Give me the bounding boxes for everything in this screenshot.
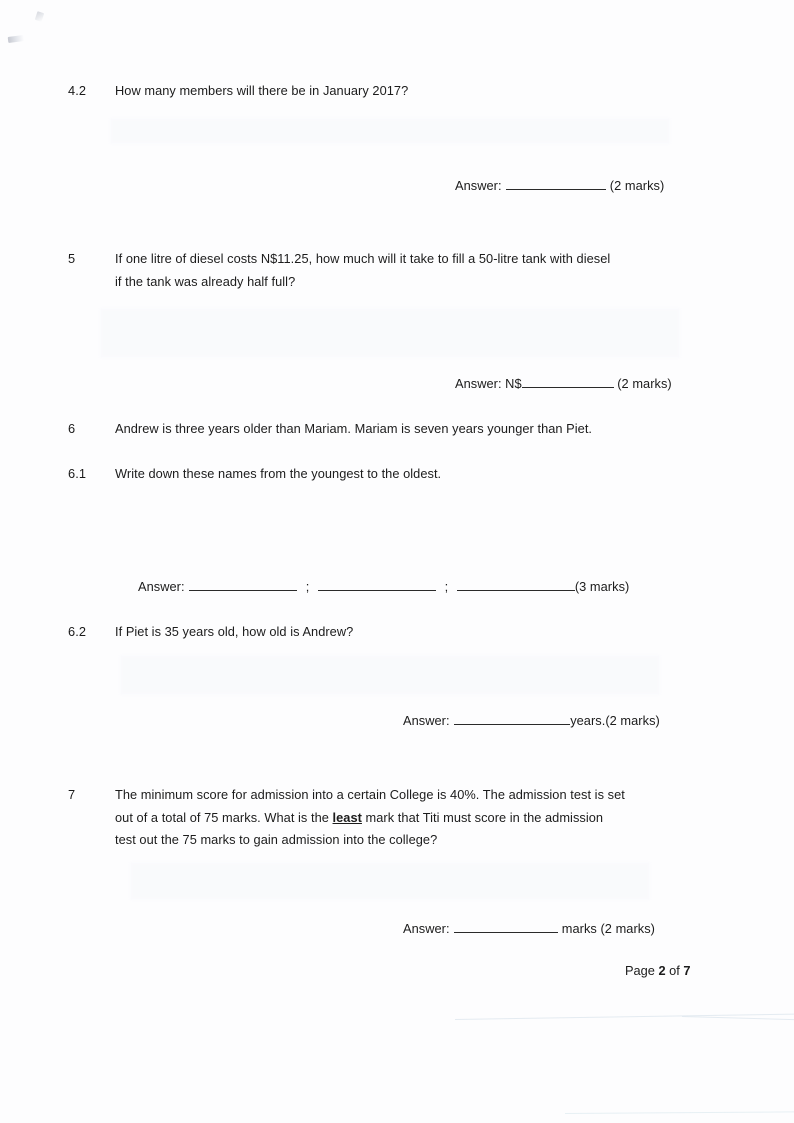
page-footer: [625, 961, 691, 981]
answer-blank-3[interactable]: [457, 577, 575, 591]
scan-artifact-mark: [35, 11, 44, 22]
marks-label: (2 marks): [617, 376, 672, 391]
question-number: 4.2: [68, 83, 87, 98]
scan-edge-line: [455, 1014, 794, 1020]
question-line: If Piet is 35 years old, how old is Andrew?: [115, 624, 354, 639]
answer-separator: ;: [305, 579, 310, 594]
scan-edge-line: [565, 1111, 794, 1114]
question-number: 5: [68, 251, 76, 266]
question-text: [115, 784, 625, 852]
answer-blank[interactable]: [454, 919, 558, 933]
page-bleed-through: [120, 655, 660, 695]
page-bleed-through: [130, 862, 650, 900]
question-4-2: [68, 80, 408, 103]
answer-label: Answer:: [138, 579, 185, 594]
question-line: Write down these names from the youngest to the oldest.: [115, 466, 442, 481]
answer-separator: ;: [444, 579, 449, 594]
scan-edge-line: [682, 1016, 794, 1020]
answer-line-6-2: [403, 711, 660, 731]
question-line: How many members will there be in January 2017?: [115, 83, 409, 98]
answer-line-5: [455, 374, 672, 394]
question-number: 6.1: [68, 466, 87, 481]
question-number: 6: [68, 421, 76, 436]
marks-label: (2 marks): [600, 921, 655, 936]
answer-line-4-2: [455, 176, 664, 196]
answer-label: Answer:: [455, 178, 502, 193]
answer-unit: marks: [561, 921, 597, 936]
answer-blank[interactable]: [522, 374, 614, 388]
question-line: Andrew is three years older than Mariam. Mariam is seven years younger than Piet.: [115, 421, 593, 436]
answer-line-6-1: [138, 577, 629, 597]
footer-middle: of: [665, 963, 684, 978]
emphasis-least: least: [332, 809, 362, 825]
answer-label: Answer: N$: [455, 376, 522, 391]
question-text: [115, 418, 592, 441]
question-6-2: [68, 621, 353, 644]
question-6: [68, 418, 592, 441]
question-text: [115, 80, 408, 103]
footer-total-pages: 7: [683, 963, 691, 978]
question-text-part: mark that Titi must score in the admission: [361, 809, 604, 825]
question-line: If one litre of diesel costs N$11.25, how much will it take to fill a 50-litre tank with diesel: [115, 251, 611, 266]
question-number: 6.2: [68, 624, 87, 639]
scan-artifact-smudge: [8, 35, 25, 43]
question-text: [115, 248, 610, 293]
marks-label: (3 marks): [574, 579, 630, 594]
question-7: [68, 784, 625, 852]
question-text: [115, 463, 441, 486]
answer-unit: years.: [570, 713, 606, 728]
answer-label: Answer:: [403, 713, 450, 728]
answer-blank[interactable]: [454, 711, 570, 725]
question-line: if the tank was already half full?: [115, 273, 296, 289]
marks-label: (2 marks): [609, 178, 665, 193]
page-bleed-through: [100, 308, 680, 358]
marks-label: (2 marks): [605, 713, 660, 728]
answer-blank-1[interactable]: [189, 577, 297, 591]
answer-blank[interactable]: [506, 176, 606, 190]
answer-blank-2[interactable]: [318, 577, 436, 591]
footer-prefix: Page: [625, 963, 659, 978]
footer-current-page: 2: [658, 963, 666, 978]
question-line: test out the 75 marks to gain admission into the college?: [115, 832, 438, 847]
page-bleed-through: [110, 118, 670, 144]
answer-line-7: [403, 919, 655, 939]
question-number: 7: [68, 787, 76, 802]
question-5: [68, 248, 610, 293]
question-text: [115, 621, 353, 644]
question-6-1: [68, 463, 441, 486]
question-text-part: out of a total of 75 marks. What is the: [115, 809, 333, 825]
question-line: The minimum score for admission into a certain College is 40%. The admission test is set: [115, 787, 625, 802]
question-line: [115, 807, 625, 830]
answer-label: Answer:: [403, 921, 450, 936]
